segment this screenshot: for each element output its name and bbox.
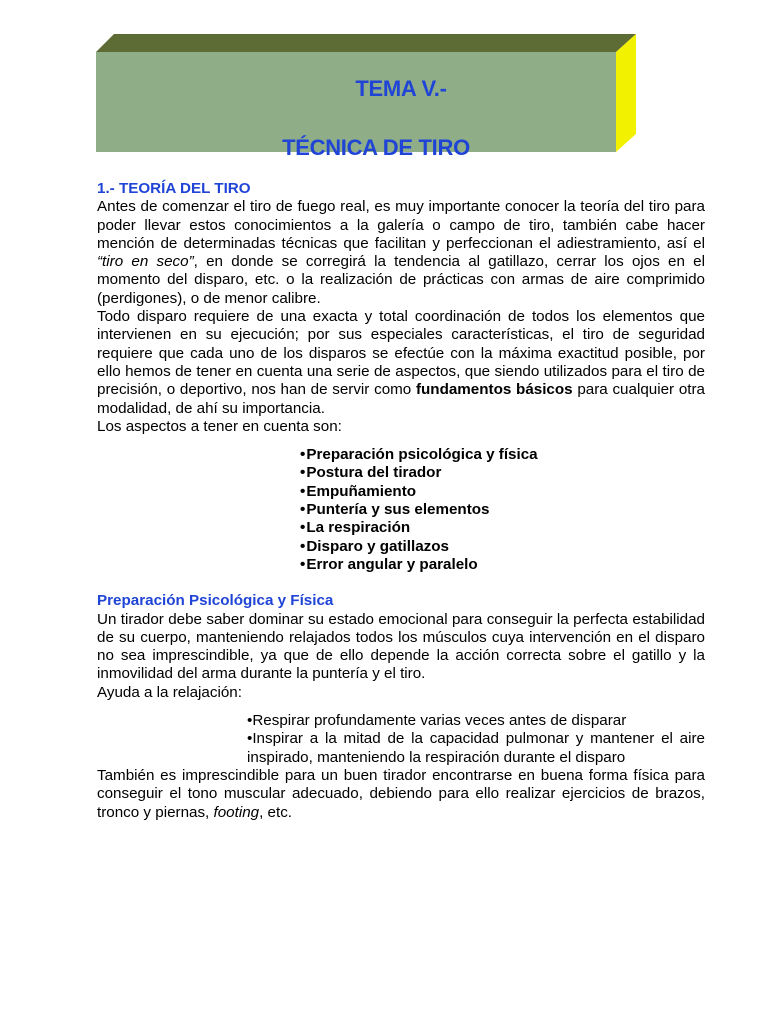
document-title: TEMA V.- [355,76,447,101]
list-item: •Inspirar a la mitad de la capacidad pulmonar y mantener el aire inspirado, manteniendo la respiración durante el disparo [247,730,705,766]
list-item: •Respirar profundamente varias veces antes de disparar [247,712,627,730]
section-heading-preparacion: Preparación Psicológica y Física [97,592,334,610]
document-subtitle: TÉCNICA DE TIRO [282,135,470,160]
title-banner [96,34,636,160]
paragraph: Ayuda a la relajación: [97,683,242,701]
list-item: •Error angular y paralelo [300,555,478,573]
list-item: •Postura del tirador [300,464,442,482]
document-body [97,180,705,822]
emphasis-text: “tiro en seco” [97,253,194,271]
section-heading-teoria: 1.- TEORÍA DEL TIRO [97,180,251,197]
paragraph: Un tirador debe saber dominar su estado emocional para conseguir la perfecta estabilidad de su cuerpo, manteniendo relajados todos los músculos cuya intervención en el disparo no sea imprescindible, ya que de ello depende la acción correcta sobre el gatillo y la inmovilidad del arma durante la puntería y el tiro. [97,610,705,683]
list-item: •Empuñamiento [300,482,417,500]
banner-side-face [616,34,636,152]
paragraph: También es imprescindible para un buen tirador encontrarse en buena forma física para conseguir el tono muscular adecuado, debiendo para ello realizar ejercicios de brazos, tronco y piernas, footing, etc. [97,766,705,821]
list-item: •Preparación psicológica y física [300,446,538,464]
list-item: •Disparo y gatillazos [300,537,449,555]
relaxation-tips-list [247,712,705,767]
paragraph: Todo disparo requiere de una exacta y total coordinación de todos los elementos que intervienen en su ejecución; por sus especiales características, el tiro de seguridad requiere que cada uno de los disparos se efectúe con la máxima exactitud posible, por ello hemos de tener en cuenta una serie de aspectos, que siendo utilizados para el tiro de precisión, o deportivo, nos han de servir como fundamentos básicos para cualquier otra modalidad, de ahí su importancia. [97,308,705,417]
list-item: •Puntería y sus elementos [300,501,490,519]
aspects-list [300,446,705,574]
paragraph: Antes de comenzar el tiro de fuego real, es muy importante conocer la teoría del tiro para poder llevar estos conocimientos a la galería o campo de tiro, también cabe hacer mención de determinadas técnicas que facilitan y perfeccionan el adiestramiento, así el “tiro en seco”, en donde se corregirá la tendencia al gatillazo, cerrar los ojos en el momento del disparo, etc. o la realización de prácticas con armas de aire comprimido (perdigones), o de menor calibre. [97,198,705,307]
banner-top-face [96,34,636,52]
paragraph: Los aspectos a tener en cuenta son: [97,417,342,435]
list-item: •La respiración [300,519,411,537]
strong-text: fundamentos básicos [415,381,573,399]
emphasis-text: footing [213,803,260,821]
